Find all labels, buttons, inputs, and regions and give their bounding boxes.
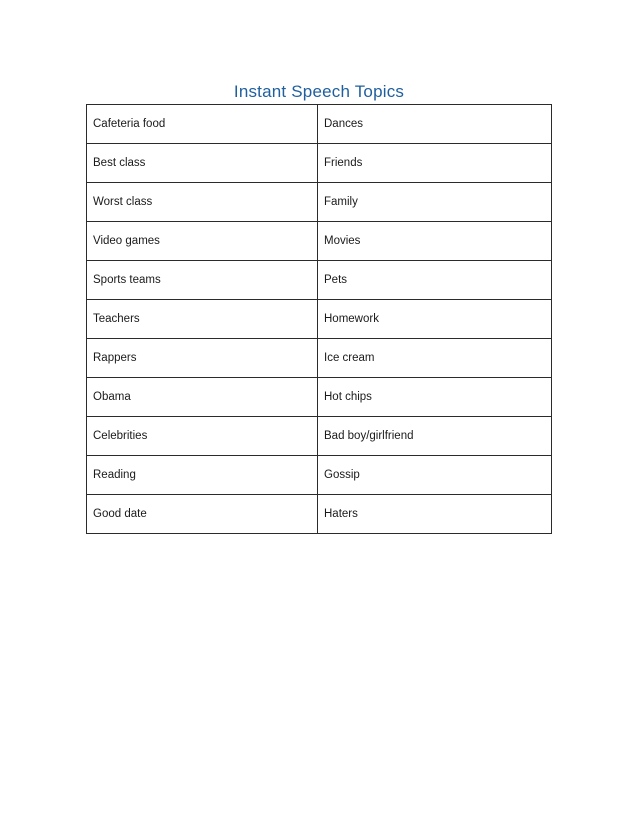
table-row xyxy=(87,144,552,183)
table-row xyxy=(87,339,552,378)
topic-cell: Dances xyxy=(318,105,552,144)
table-row xyxy=(87,378,552,417)
topic-cell: Movies xyxy=(318,222,552,261)
topic-cell: Sports teams xyxy=(87,261,318,300)
topic-cell: Pets xyxy=(318,261,552,300)
topic-cell: Rappers xyxy=(87,339,318,378)
topic-cell: Family xyxy=(318,183,552,222)
topic-cell: Teachers xyxy=(87,300,318,339)
topic-cell: Bad boy/girlfriend xyxy=(318,417,552,456)
topic-cell: Obama xyxy=(87,378,318,417)
topic-cell: Worst class xyxy=(87,183,318,222)
topic-cell: Haters xyxy=(318,495,552,534)
table-row xyxy=(87,300,552,339)
table-row xyxy=(87,261,552,300)
table-row xyxy=(87,417,552,456)
table-row xyxy=(87,183,552,222)
topic-cell: Friends xyxy=(318,144,552,183)
topics-table xyxy=(86,104,552,534)
table-row xyxy=(87,495,552,534)
topic-cell: Homework xyxy=(318,300,552,339)
topic-cell: Best class xyxy=(87,144,318,183)
topic-cell: Hot chips xyxy=(318,378,552,417)
table-row xyxy=(87,456,552,495)
page-title: Instant Speech Topics xyxy=(233,82,405,101)
topic-cell: Video games xyxy=(87,222,318,261)
table-row xyxy=(87,222,552,261)
topic-cell: Cafeteria food xyxy=(87,105,318,144)
topic-cell: Celebrities xyxy=(87,417,318,456)
topic-cell: Gossip xyxy=(318,456,552,495)
topic-cell: Good date xyxy=(87,495,318,534)
topic-cell: Reading xyxy=(87,456,318,495)
table-row xyxy=(87,105,552,144)
topic-cell: Ice cream xyxy=(318,339,552,378)
